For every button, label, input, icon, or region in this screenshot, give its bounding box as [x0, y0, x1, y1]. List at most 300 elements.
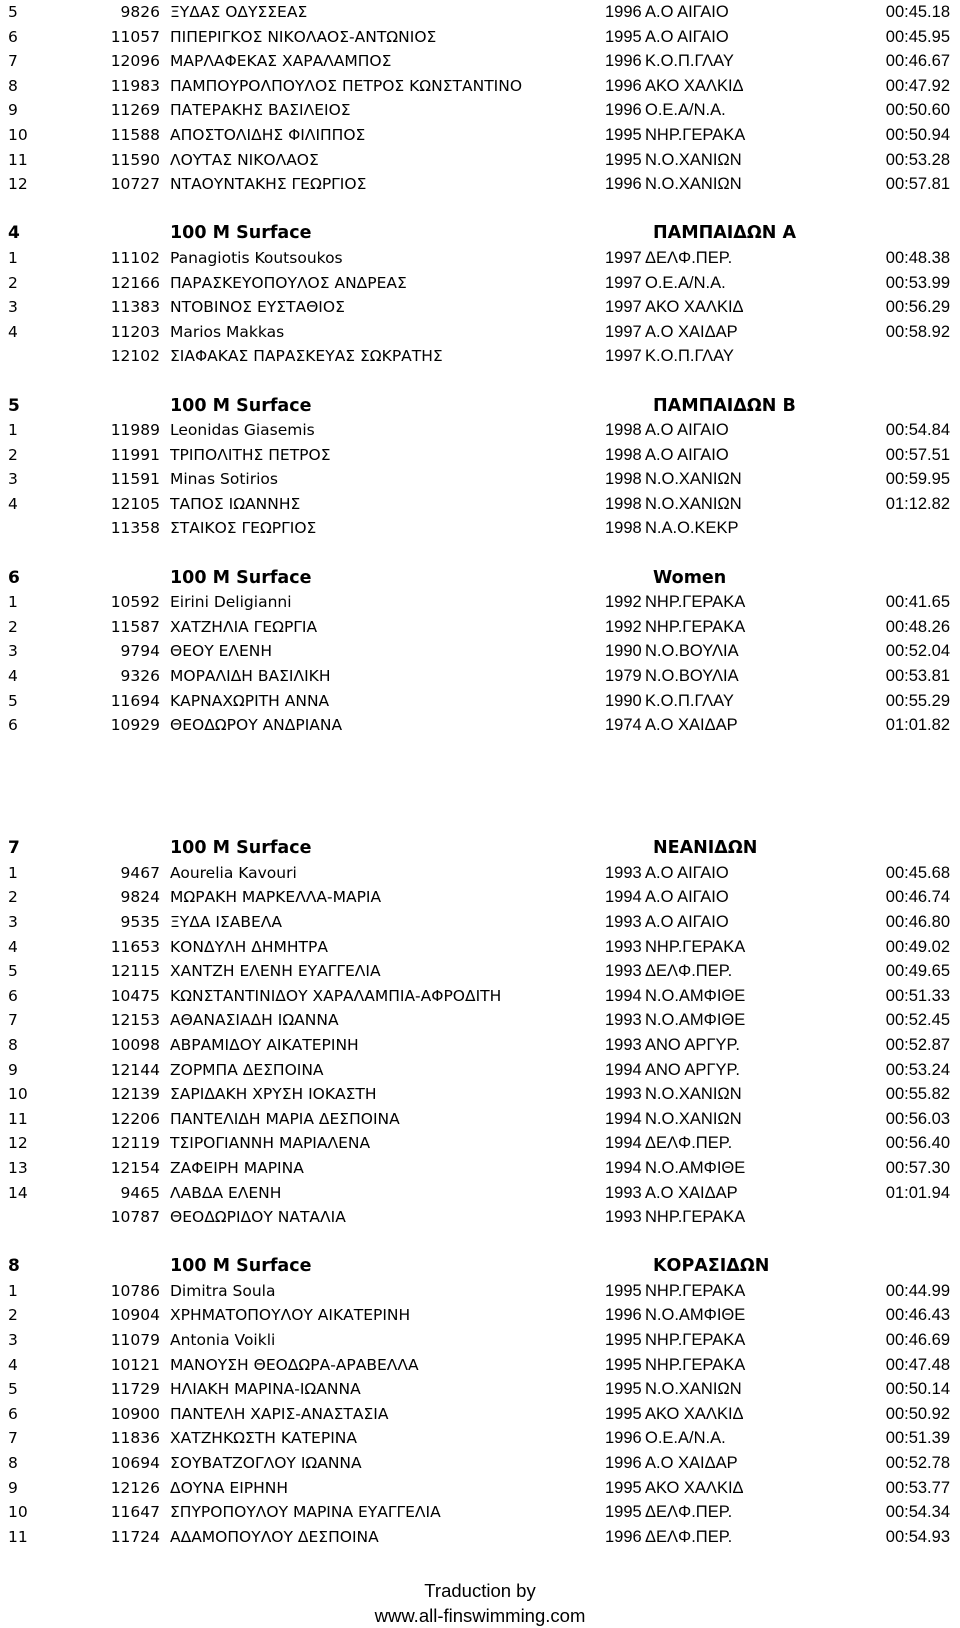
- spacer-row: [0, 541, 960, 566]
- result-row: [0, 1500, 960, 1525]
- athlete-id-cell: 9535: [120, 912, 160, 931]
- time-cell: 00:51.33: [885, 986, 950, 1005]
- athlete-id-cell: 9826: [120, 3, 160, 21]
- result-row: [0, 1525, 960, 1550]
- rank-cell: 11: [8, 150, 28, 169]
- athlete-name-cell: ΧΑΝΤΖΗ ΕΛΕΝΗ ΕΥΑΓΓΕΛΙΑ: [170, 962, 381, 981]
- result-row: [0, 148, 960, 173]
- athlete-name-cell: ΣΠΥΡΟΠΟΥΛΟΥ ΜΑΡΙΝΑ ΕΥΑΓΓΕΛΙΑ: [170, 1503, 441, 1522]
- club-cell: Ν.Ο.ΧΑΝΙΩΝ: [645, 175, 742, 194]
- athlete-name-cell: ΔΟΥΝΑ ΕΙΡΗΝΗ: [170, 1478, 289, 1497]
- athlete-id-cell: 10592: [110, 593, 160, 612]
- birth-year-cell: 1994: [605, 1158, 642, 1177]
- birth-year-cell: 1995: [605, 150, 642, 169]
- athlete-name-cell: ΑΠΟΣΤΟΛΙΔΗΣ ΦΙΛΙΠΠΟΣ: [170, 125, 366, 144]
- athlete-name-cell: Marios Makkas: [170, 322, 285, 341]
- result-row: [0, 467, 960, 492]
- result-row: [0, 861, 960, 886]
- rank-cell: 6: [8, 27, 18, 46]
- birth-year-cell: 1993: [605, 1208, 642, 1227]
- athlete-id-cell: 10904: [110, 1306, 160, 1325]
- rank-cell: 5: [8, 962, 18, 981]
- result-row: [0, 664, 960, 689]
- event-number: 7: [8, 838, 20, 859]
- birth-year-cell: 1995: [605, 27, 642, 46]
- spacer-row: [0, 1230, 960, 1255]
- athlete-id-cell: 10475: [110, 986, 160, 1005]
- athlete-id-cell: 11102: [110, 248, 160, 267]
- result-row: [0, 935, 960, 960]
- result-row: [0, 172, 960, 197]
- result-row: [0, 1033, 960, 1058]
- birth-year-cell: 1995: [605, 125, 642, 144]
- result-row: [0, 1082, 960, 1107]
- club-cell: Ο.Ε.Α/Ν.Α.: [645, 273, 726, 292]
- club-cell: ΝΗΡ.ΓΕΡΑΚΑ: [645, 1355, 746, 1374]
- birth-year-cell: 1994: [605, 1109, 642, 1128]
- birth-year-cell: 1997: [605, 273, 642, 292]
- birth-year-cell: 1996: [605, 3, 642, 21]
- rank-cell: 8: [8, 76, 18, 95]
- birth-year-cell: 1995: [605, 1404, 642, 1423]
- time-cell: 00:52.04: [885, 642, 950, 661]
- rank-cell: 6: [8, 716, 18, 735]
- result-row: [0, 25, 960, 50]
- result-row: [0, 885, 960, 910]
- time-cell: 00:50.92: [885, 1404, 950, 1423]
- birth-year-cell: 1990: [605, 642, 642, 661]
- time-cell: 00:54.34: [885, 1503, 950, 1522]
- birth-year-cell: 1996: [605, 175, 642, 194]
- result-row: [0, 123, 960, 148]
- birth-year-cell: 1993: [605, 962, 642, 981]
- birth-year-cell: 1993: [605, 1085, 642, 1104]
- rank-cell: 9: [8, 101, 18, 120]
- club-cell: Α.Ο ΑΙΓΑΙΟ: [645, 421, 729, 440]
- time-cell: 00:50.14: [885, 1380, 950, 1399]
- rank-cell: 11: [8, 1527, 28, 1546]
- club-cell: ΝΗΡ.ΓΕΡΑΚΑ: [645, 1331, 746, 1350]
- rank-cell: 9: [8, 1478, 18, 1497]
- athlete-name-cell: ΣΟΥΒΑΤΖΟΓΛΟΥ ΙΩΑΝΝΑ: [170, 1454, 362, 1473]
- athlete-name-cell: ΚΩΝΣΤΑΝΤΙΝΙΔΟΥ ΧΑΡΑΛΑΜΠΙΑ-ΑΦΡΟΔΙΤΗ: [170, 986, 502, 1005]
- athlete-name-cell: ΠΑΝΤΕΛΙΔΗ ΜΑΡΙΑ ΔΕΣΠΟΙΝΑ: [170, 1109, 400, 1128]
- event-number: 5: [8, 395, 20, 416]
- athlete-id-cell: 11057: [110, 27, 160, 46]
- club-cell: ΑΚΟ ΧΑΛΚΙΔ: [645, 1404, 744, 1423]
- result-row: [0, 1303, 960, 1328]
- athlete-name-cell: ΧΡΗΜΑΤΟΠΟΥΛΟΥ ΑΙΚΑΤΕΡΙΝΗ: [170, 1306, 411, 1325]
- club-cell: ΑΝΟ ΑΡΓΥΡ.: [645, 1060, 741, 1079]
- event-title: 100 M Surface: [170, 1256, 312, 1277]
- athlete-id-cell: 12166: [110, 273, 160, 292]
- time-cell: 01:01.94: [885, 1183, 950, 1202]
- event-header-row: [0, 394, 960, 419]
- rank-cell: 8: [8, 1454, 18, 1473]
- athlete-name-cell: ΖΑΦΕΙΡΗ ΜΑΡΙΝΑ: [170, 1158, 304, 1177]
- result-row: [0, 49, 960, 74]
- result-row: [0, 74, 960, 99]
- rank-cell: 14: [8, 1183, 28, 1202]
- event-title: 100 M Surface: [170, 395, 312, 416]
- rank-cell: 3: [8, 298, 18, 317]
- athlete-id-cell: 12206: [110, 1109, 160, 1128]
- athlete-name-cell: Antonia Voikli: [170, 1331, 276, 1350]
- athlete-id-cell: 12154: [110, 1158, 160, 1177]
- birth-year-cell: 1992: [605, 617, 642, 636]
- time-cell: 00:46.67: [885, 52, 950, 71]
- birth-year-cell: 1993: [605, 1035, 642, 1054]
- time-cell: 00:56.29: [885, 298, 950, 317]
- rank-cell: 4: [8, 667, 18, 686]
- birth-year-cell: 1990: [605, 691, 642, 710]
- rank-cell: 6: [8, 1404, 18, 1423]
- birth-year-cell: 1994: [605, 986, 642, 1005]
- club-cell: ΑΚΟ ΧΑΛΚΙΔ: [645, 76, 744, 95]
- time-cell: 00:48.38: [885, 248, 950, 267]
- athlete-id-cell: 11836: [110, 1429, 160, 1448]
- athlete-name-cell: Aourelia Kavouri: [170, 863, 297, 882]
- athlete-name-cell: Panagiotis Koutsoukos: [170, 248, 343, 267]
- athlete-id-cell: 11588: [110, 125, 160, 144]
- result-row: [0, 0, 960, 25]
- club-cell: Ν.Ο.ΑΜΦΙΘΕ: [645, 1306, 746, 1325]
- birth-year-cell: 1996: [605, 1527, 642, 1546]
- time-cell: 00:47.92: [885, 76, 950, 95]
- athlete-id-cell: 9794: [120, 642, 160, 661]
- rank-cell: 2: [8, 617, 18, 636]
- time-cell: 00:50.94: [885, 125, 950, 144]
- birth-year-cell: 1996: [605, 1454, 642, 1473]
- rank-cell: 13: [8, 1158, 28, 1177]
- rank-cell: 5: [8, 3, 18, 21]
- athlete-id-cell: 9326: [120, 667, 160, 686]
- club-cell: Α.Ο ΧΑΙΔΑΡ: [645, 1454, 738, 1473]
- athlete-name-cell: ΑΔΑΜΟΠΟΥΛΟΥ ΔΕΣΠΟΙΝΑ: [170, 1527, 379, 1546]
- birth-year-cell: 1996: [605, 76, 642, 95]
- rank-cell: 12: [8, 175, 28, 194]
- birth-year-cell: 1993: [605, 937, 642, 956]
- athlete-name-cell: ΠΙΠΕΡΙΓΚΟΣ ΝΙΚΟΛΑΟΣ-ΑΝΤΩΝΙΟΣ: [170, 27, 437, 46]
- club-cell: Ο.Ε.Α/Ν.Α.: [645, 101, 726, 120]
- result-row: [0, 492, 960, 517]
- birth-year-cell: 1997: [605, 322, 642, 341]
- spacer-row: [0, 197, 960, 222]
- athlete-id-cell: 9824: [120, 888, 160, 907]
- club-cell: ΔΕΛΦ.ΠΕΡ.: [645, 1527, 733, 1546]
- rank-cell: 3: [8, 470, 18, 489]
- athlete-name-cell: ΣΑΡΙΔΑΚΗ ΧΡΥΣΗ ΙΟΚΑΣΤΗ: [170, 1085, 377, 1104]
- club-cell: Ν.Ο.ΧΑΝΙΩΝ: [645, 1109, 742, 1128]
- athlete-name-cell: Dimitra Soula: [170, 1281, 276, 1300]
- athlete-name-cell: Eirini Deligianni: [170, 593, 292, 612]
- event-category: ΠΑΜΠΑΙΔΩΝ Β: [653, 395, 796, 416]
- time-cell: 00:54.93: [885, 1527, 950, 1546]
- rank-cell: 2: [8, 273, 18, 292]
- athlete-name-cell: ΧΑΤΖΗΚΩΣΤΗ ΚΑΤΕΡΙΝΑ: [170, 1429, 357, 1448]
- rank-cell: 1: [8, 421, 18, 440]
- club-cell: Α.Ο ΑΙΓΑΙΟ: [645, 888, 729, 907]
- club-cell: Ν.Ο.ΑΜΦΙΘΕ: [645, 986, 746, 1005]
- result-row: [0, 271, 960, 296]
- athlete-id-cell: 11724: [110, 1527, 160, 1546]
- club-cell: Α.Ο ΑΙΓΑΙΟ: [645, 3, 729, 21]
- club-cell: Ν.Α.Ο.ΚΕΚΡ: [645, 519, 739, 538]
- result-row: [0, 1402, 960, 1427]
- time-cell: 00:55.82: [885, 1085, 950, 1104]
- time-cell: 00:49.02: [885, 937, 950, 956]
- club-cell: Ν.Ο.ΧΑΝΙΩΝ: [645, 1085, 742, 1104]
- athlete-id-cell: 12153: [110, 1011, 160, 1030]
- time-cell: 00:53.81: [885, 667, 950, 686]
- result-row: [0, 295, 960, 320]
- birth-year-cell: 1995: [605, 1503, 642, 1522]
- result-row: [0, 615, 960, 640]
- result-row: [0, 1058, 960, 1083]
- spacer-row: [0, 738, 960, 763]
- athlete-id-cell: 11983: [110, 76, 160, 95]
- time-cell: 00:45.95: [885, 27, 950, 46]
- birth-year-cell: 1995: [605, 1331, 642, 1350]
- athlete-name-cell: ΚΑΡΝΑΧΩΡΙΤΗ ΑΝΝΑ: [170, 691, 330, 710]
- result-row: [0, 516, 960, 541]
- athlete-name-cell: ΜΑΝΟΥΣΗ ΘΕΟΔΩΡΑ-ΑΡΑΒΕΛΛΑ: [170, 1355, 419, 1374]
- rank-cell: 7: [8, 1429, 18, 1448]
- rank-cell: 4: [8, 322, 18, 341]
- birth-year-cell: 1997: [605, 298, 642, 317]
- time-cell: 00:57.30: [885, 1158, 950, 1177]
- time-cell: 00:53.77: [885, 1478, 950, 1497]
- result-row: [0, 98, 960, 123]
- event-title: 100 M Surface: [170, 838, 312, 859]
- athlete-id-cell: 11729: [110, 1380, 160, 1399]
- athlete-id-cell: 11203: [110, 322, 160, 341]
- club-cell: Α.Ο ΑΙΓΑΙΟ: [645, 912, 729, 931]
- birth-year-cell: 1979: [605, 667, 642, 686]
- rank-cell: 4: [8, 494, 18, 513]
- time-cell: 00:57.81: [885, 175, 950, 194]
- time-cell: 00:44.99: [885, 1281, 950, 1300]
- athlete-name-cell: ΠΑΝΤΕΛΗ ΧΑΡΙΣ-ΑΝΑΣΤΑΣΙΑ: [170, 1404, 389, 1423]
- athlete-name-cell: ΛΟΥΤΑΣ ΝΙΚΟΛΑΟΣ: [170, 150, 319, 169]
- rank-cell: 5: [8, 1380, 18, 1399]
- club-cell: ΝΗΡ.ΓΕΡΑΚΑ: [645, 617, 746, 636]
- event-header-row: [0, 1254, 960, 1279]
- time-cell: 00:50.60: [885, 101, 950, 120]
- athlete-name-cell: ΜΟΡΑΛΙΔΗ ΒΑΣΙΛΙΚΗ: [170, 667, 331, 686]
- athlete-id-cell: 9467: [120, 863, 160, 882]
- club-cell: ΑΝΟ ΑΡΓΥΡ.: [645, 1035, 741, 1054]
- athlete-id-cell: 10727: [110, 175, 160, 194]
- rank-cell: 12: [8, 1134, 28, 1153]
- footer-website[interactable]: www.all-finswimming.com: [374, 1605, 586, 1626]
- rank-cell: 1: [8, 1281, 18, 1300]
- rank-cell: 7: [8, 52, 18, 71]
- birth-year-cell: 1997: [605, 347, 642, 366]
- birth-year-cell: 1993: [605, 863, 642, 882]
- athlete-id-cell: 10098: [110, 1035, 160, 1054]
- rank-cell: 10: [8, 1085, 28, 1104]
- birth-year-cell: 1998: [605, 519, 642, 538]
- rank-cell: 7: [8, 1011, 18, 1030]
- time-cell: 00:48.26: [885, 617, 950, 636]
- event-category: ΚΟΡΑΣΙΔΩΝ: [653, 1256, 770, 1277]
- athlete-name-cell: ΠΑΜΠΟΥΡΟΛΠΟΥΛΟΣ ΠΕΤΡΟΣ ΚΩΝΣΤΑΝΤΙΝΟ: [170, 76, 523, 95]
- athlete-name-cell: Leonidas Giasemis: [170, 421, 315, 440]
- athlete-id-cell: 11590: [110, 150, 160, 169]
- club-cell: ΔΕΛΦ.ΠΕΡ.: [645, 1134, 733, 1153]
- event-header-row: [0, 836, 960, 861]
- time-cell: 00:47.48: [885, 1355, 950, 1374]
- club-cell: Α.Ο ΑΙΓΑΙΟ: [645, 863, 729, 882]
- club-cell: Ν.Ο.ΒΟΥΛΙΑ: [645, 642, 739, 661]
- time-cell: 01:01.82: [885, 716, 950, 735]
- time-cell: 00:52.45: [885, 1011, 950, 1030]
- athlete-name-cell: ΗΛΙΑΚΗ ΜΑΡΙΝΑ-ΙΩΑΝΝΑ: [170, 1380, 361, 1399]
- time-cell: 00:53.24: [885, 1060, 950, 1079]
- club-cell: Κ.Ο.Π.ΓΛΑΥ: [645, 347, 734, 366]
- time-cell: 00:52.87: [885, 1035, 950, 1054]
- athlete-name-cell: ΞΥΔΑ ΙΣΑΒΕΛΑ: [170, 912, 282, 931]
- event-title: 100 M Surface: [170, 223, 312, 244]
- rank-cell: 11: [8, 1109, 28, 1128]
- result-row: [0, 1328, 960, 1353]
- athlete-name-cell: ΣΙΑΦΑΚΑΣ ΠΑΡΑΣΚΕΥΑΣ ΣΩΚΡΑΤΗΣ: [170, 347, 443, 366]
- athlete-name-cell: ΤΑΠΟΣ ΙΩΑΝΝΗΣ: [170, 494, 301, 513]
- club-cell: Ν.Ο.ΧΑΝΙΩΝ: [645, 150, 742, 169]
- time-cell: 00:45.18: [885, 3, 950, 21]
- athlete-name-cell: Minas Sotirios: [170, 470, 278, 489]
- spacer-row: [0, 762, 960, 787]
- rank-cell: 10: [8, 1503, 28, 1522]
- translation-credit: [0, 1578, 960, 1628]
- athlete-name-cell: ΚΟΝΔΥΛΗ ΔΗΜΗΤΡΑ: [170, 937, 328, 956]
- athlete-id-cell: 12096: [110, 52, 160, 71]
- club-cell: Ν.Ο.ΒΟΥΛΙΑ: [645, 667, 739, 686]
- time-cell: 00:46.43: [885, 1306, 950, 1325]
- birth-year-cell: 1994: [605, 888, 642, 907]
- result-row: [0, 1377, 960, 1402]
- event-header-row: [0, 221, 960, 246]
- result-row: [0, 1426, 960, 1451]
- birth-year-cell: 1995: [605, 1281, 642, 1300]
- time-cell: 00:58.92: [885, 322, 950, 341]
- time-cell: 00:56.03: [885, 1109, 950, 1128]
- rank-cell: 2: [8, 445, 18, 464]
- time-cell: 00:56.40: [885, 1134, 950, 1153]
- rank-cell: 8: [8, 1035, 18, 1054]
- club-cell: ΔΕΛΦ.ΠΕΡ.: [645, 248, 733, 267]
- athlete-name-cell: ΘΕΟΔΩΡΙΔΟΥ ΝΑΤΑΛΙΑ: [170, 1208, 346, 1227]
- birth-year-cell: 1998: [605, 445, 642, 464]
- birth-year-cell: 1994: [605, 1060, 642, 1079]
- birth-year-cell: 1995: [605, 1380, 642, 1399]
- birth-year-cell: 1994: [605, 1134, 642, 1153]
- rank-cell: 4: [8, 1355, 18, 1374]
- athlete-id-cell: 11587: [110, 617, 160, 636]
- athlete-id-cell: 12126: [110, 1478, 160, 1497]
- rank-cell: 3: [8, 1331, 18, 1350]
- result-row: [0, 1353, 960, 1378]
- club-cell: Α.Ο ΑΙΓΑΙΟ: [645, 445, 729, 464]
- club-cell: ΝΗΡ.ΓΕΡΑΚΑ: [645, 593, 746, 612]
- birth-year-cell: 1974: [605, 716, 642, 735]
- result-row: [0, 713, 960, 738]
- result-row: [0, 1131, 960, 1156]
- club-cell: Ν.Ο.ΧΑΝΙΩΝ: [645, 494, 742, 513]
- athlete-name-cell: ΤΡΙΠΟΛΙΤΗΣ ΠΕΤΡΟΣ: [170, 445, 331, 464]
- spacer-row: [0, 369, 960, 394]
- athlete-id-cell: 9465: [120, 1183, 160, 1202]
- result-row: [0, 689, 960, 714]
- time-cell: 00:59.95: [885, 470, 950, 489]
- time-cell: 00:52.78: [885, 1454, 950, 1473]
- birth-year-cell: 1992: [605, 593, 642, 612]
- result-row: [0, 1205, 960, 1230]
- footer-line-1: Traduction by: [424, 1580, 536, 1601]
- athlete-id-cell: 11591: [110, 470, 160, 489]
- athlete-id-cell: 11653: [110, 937, 160, 956]
- rank-cell: 6: [8, 986, 18, 1005]
- athlete-id-cell: 12119: [110, 1134, 160, 1153]
- club-cell: ΝΗΡ.ΓΕΡΑΚΑ: [645, 937, 746, 956]
- athlete-name-cell: ΞΥΔΑΣ ΟΔΥΣΣΕΑΣ: [170, 3, 308, 21]
- athlete-id-cell: 12144: [110, 1060, 160, 1079]
- athlete-id-cell: 12139: [110, 1085, 160, 1104]
- athlete-id-cell: 11991: [110, 445, 160, 464]
- club-cell: ΑΚΟ ΧΑΛΚΙΔ: [645, 1478, 744, 1497]
- rank-cell: 1: [8, 863, 18, 882]
- rank-cell: 5: [8, 691, 18, 710]
- time-cell: 00:51.39: [885, 1429, 950, 1448]
- athlete-id-cell: 11079: [110, 1331, 160, 1350]
- rank-cell: 4: [8, 937, 18, 956]
- athlete-name-cell: ΣΤΑΙΚΟΣ ΓΕΩΡΓΙΟΣ: [170, 519, 317, 538]
- spacer-row: [0, 812, 960, 837]
- birth-year-cell: 1996: [605, 1429, 642, 1448]
- result-row: [0, 639, 960, 664]
- athlete-name-cell: ΜΩΡΑΚΗ ΜΑΡΚΕΛΛΑ-ΜΑΡΙΑ: [170, 888, 382, 907]
- athlete-name-cell: ΖΟΡΜΠΑ ΔΕΣΠΟΙΝΑ: [170, 1060, 324, 1079]
- birth-year-cell: 1996: [605, 52, 642, 71]
- rank-cell: 3: [8, 642, 18, 661]
- rank-cell: 2: [8, 888, 18, 907]
- time-cell: 00:53.28: [885, 150, 950, 169]
- result-row: [0, 344, 960, 369]
- athlete-id-cell: 12105: [110, 494, 160, 513]
- birth-year-cell: 1995: [605, 1355, 642, 1374]
- athlete-id-cell: 12115: [110, 962, 160, 981]
- athlete-name-cell: ΝΤΑΟΥΝΤΑΚΗΣ ΓΕΩΡΓΙΟΣ: [170, 175, 367, 194]
- club-cell: Α.Ο ΧΑΙΔΑΡ: [645, 716, 738, 735]
- time-cell: 00:46.80: [885, 912, 950, 931]
- club-cell: Α.Ο ΧΑΙΔΑΡ: [645, 322, 738, 341]
- birth-year-cell: 1993: [605, 1183, 642, 1202]
- athlete-name-cell: ΠΑΡΑΣΚΕΥΟΠΟΥΛΟΣ ΑΝΔΡΕΑΣ: [170, 273, 407, 292]
- rank-cell: 1: [8, 248, 18, 267]
- event-number: 8: [8, 1256, 20, 1277]
- time-cell: 01:12.82: [885, 494, 950, 513]
- rank-cell: 3: [8, 912, 18, 931]
- result-row: [0, 1451, 960, 1476]
- birth-year-cell: 1993: [605, 1011, 642, 1030]
- event-category: ΠΑΜΠΑΙΔΩΝ Α: [653, 223, 797, 244]
- athlete-id-cell: 10121: [110, 1355, 160, 1374]
- event-title: 100 M Surface: [170, 567, 312, 588]
- time-cell: 00:45.68: [885, 863, 950, 882]
- club-cell: Α.Ο ΑΙΓΑΙΟ: [645, 27, 729, 46]
- time-cell: 00:55.29: [885, 691, 950, 710]
